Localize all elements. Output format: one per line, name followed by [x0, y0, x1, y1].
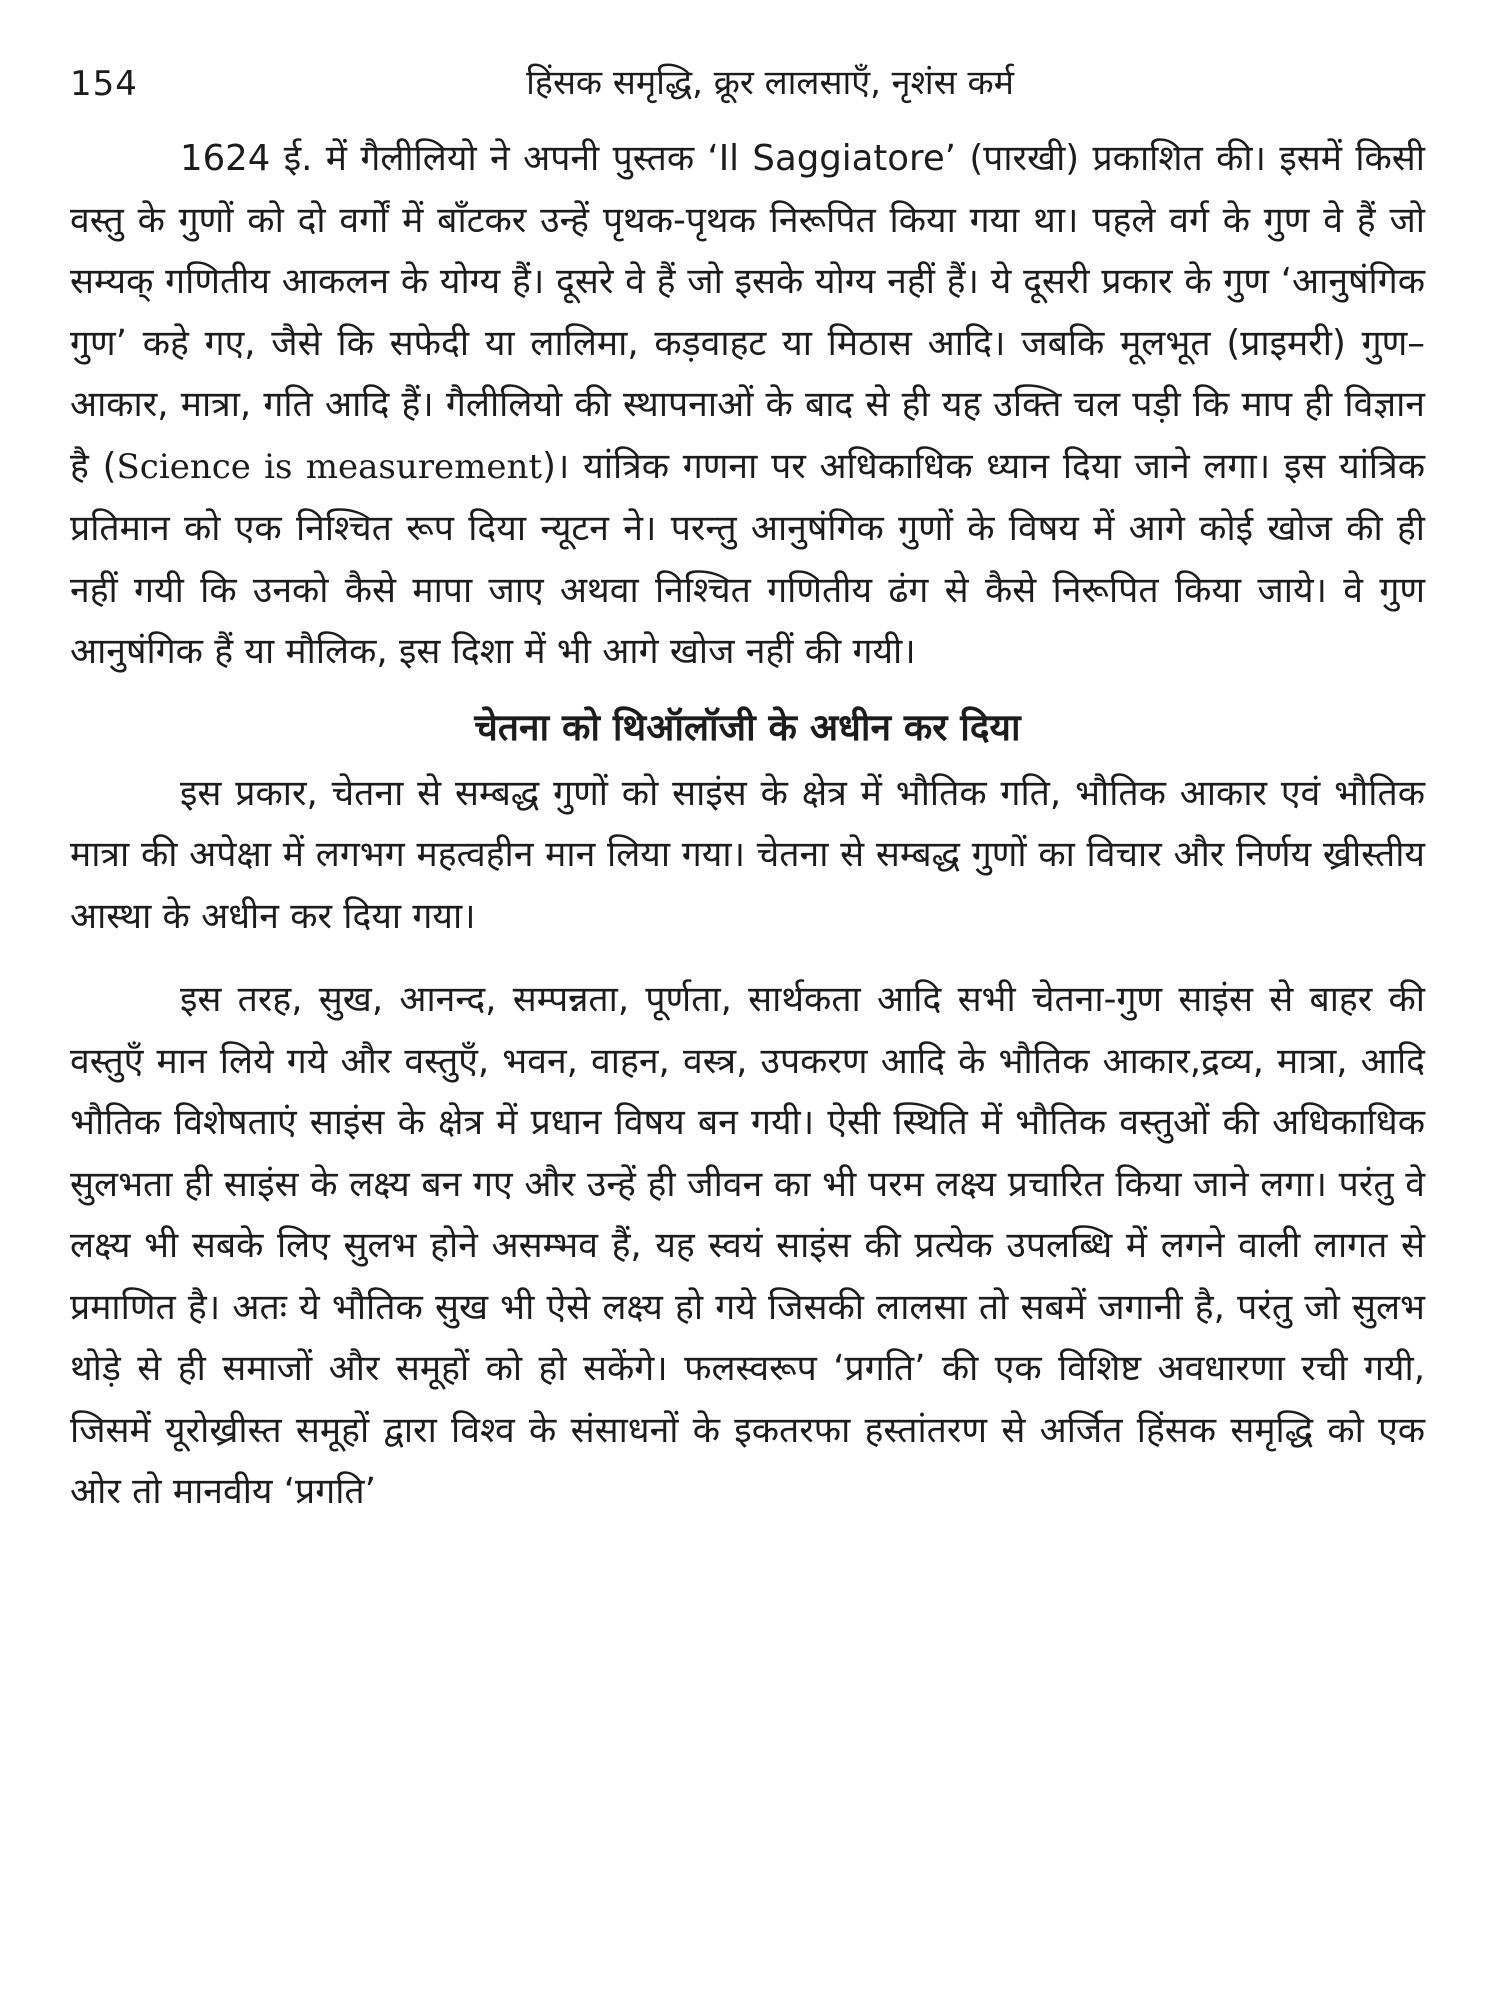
latin-phrase: Science is measurement	[116, 446, 543, 487]
paragraph-galileo-part1: 1624 ई. में गैलीलियो ने अपनी पुस्तक ‘Il Saggiatore’ (पारखी) प्रकाशित की। इसमें किसी वस्तु के गुणों को दो वर्गों में बाँटकर उन्हें पृथक-पृथक निरूपित किया गया था। पहले वर्ग के गुण वे हैं जो सम्यक् गणितीय आकलन के योग्य हैं। दूसरे वे हैं जो इसके योग्य नहीं हैं। ये दूसरी प्रकार के गुण ‘आनुषंगिक गुण’ कहे गए, जैसे कि सफेदी या लालिमा, कड़वाहट या मिठास आदि। जबकि मूलभूत (प्राइमरी) गुण–आकार, मात्रा, गति आदि हैं। गैलीलियो की स्थापनाओं के बाद से ही यह उक्ति चल पड़ी कि माप ही विज्ञान है (	[70, 138, 1425, 487]
page-number: 154	[70, 64, 138, 104]
paragraph-galileo	[70, 128, 1425, 683]
paragraph-consciousness: इस प्रकार, चेतना से सम्बद्ध गुणों को साइंस के क्षेत्र में भौतिक गति, भौतिक आकार एवं भौतिक मात्रा की अपेक्षा में लगभग महत्वहीन मान लिया गया। चेतना से सम्बद्ध गुणों का विचार और निर्णय ख्रीस्तीय आस्था के अधीन कर दिया गया।	[70, 772, 1425, 937]
paragraph-galileo-part2: )। यांत्रिक गणना पर अधिकाधिक ध्यान दिया जाने लगा। इस यांत्रिक प्रतिमान को एक निश्चित रूप दिया न्यूटन ने। परन्तु आनुषंगिक गुणों के विषय में आगे कोई खोज की ही नहीं गयी कि उनको कैसे मापा जाए अथवा निश्चित गणितीय ढंग से कैसे निरूपित किया जाये। वे गुण आनुषंगिक हैं या मौलिक, इस दिशा में भी आगे खोज नहीं की गयी।	[70, 445, 1425, 672]
section-heading: चेतना को थिऑलॉजी के अधीन कर दिया	[474, 705, 1021, 749]
paragraph-progress: इस तरह, सुख, आनन्द, सम्पन्नता, पूर्णता, सार्थकता आदि सभी चेतना-गुण साइंस से बाहर की वस्तुएँ मान लिये गये और वस्तुएँ, भवन, वाहन, वस्त्र, उपकरण आदि के भौतिक आकार,द्रव्य, मात्रा, आदि भौतिक विशेषताएं साइंस के क्षेत्र में प्रधान विषय बन गयी। ऐसी स्थिति में भौतिक वस्तुओं की अधिकाधिक सुलभता ही साइंस के लक्ष्य बन गए और उन्हें ही जीवन का भी परम लक्ष्य प्रचारित किया जाने लगा। परंतु वे लक्ष्य भी सबके लिए सुलभ होने असम्भव हैं, यह स्वयं साइंस की प्रत्येक उपलब्धि में लगने वाली लागत से प्रमाणित है। अतः ये भौतिक सुख भी ऐसे लक्ष्य हो गये जिसकी लालसा तो सबमें जगानी है, परंतु जो सुलभ थोड़े से ही समाजों और समूहों को हो सकेंगे। फलस्वरूप ‘प्रगति’ की एक विशिष्ट अवधारणा रची गयी, जिसमें यूरोख्रीस्त समूहों द्वारा विश्व के संसाधनों के इकतरफा हस्तांतरण से अर्जित हिंसक समृद्धि को एक ओर तो मानवीय ‘प्रगति’	[70, 979, 1425, 1512]
running-title: हिंसक समृद्धि, क्रूर लालसाएँ, नृशंस कर्म	[526, 63, 1014, 103]
page-header	[70, 58, 1430, 118]
page-body	[70, 128, 1425, 1523]
